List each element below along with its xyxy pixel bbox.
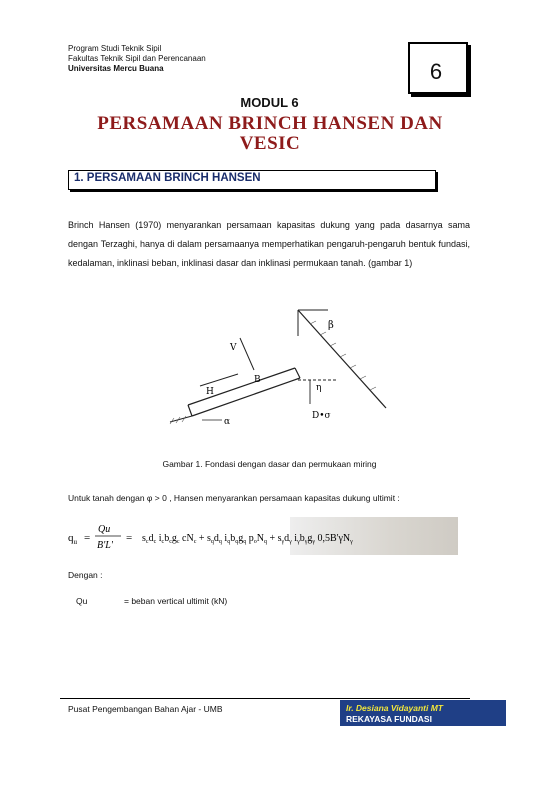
section-heading: 1. PERSAMAAN BRINCH HANSEN [74,172,261,184]
inclined-foundation-figure [160,300,400,450]
foundation-block [188,368,300,416]
footer-author: Ir. Desiana Vidayanti MT [346,703,443,713]
horizontal-load-arrow [200,374,238,386]
footer-divider [60,698,470,699]
page-title [80,114,460,154]
top-reference [298,310,328,336]
formula-denominator: B'L' [97,540,113,551]
body-paragraph: Brinch Hansen (1970) menyarankan persamaan kapasitas dukung yang pada dasarnya sama dengan Terzaghi, hanya di dalam persamaanya memperhatikan pengaruh-pengaruh bentuk fundasi, kedalaman, inklinasi beban, inklinasi dasar dan inklinasi permukaan tanah. (gambar 1) [68,220,470,268]
svg-text:=: = [84,532,91,544]
svg-text:=: = [126,532,133,544]
h-label: H [206,387,214,397]
d-label: D•σ [312,411,331,421]
svg-text:qu: $q_u$ [68,532,77,546]
base-hatch [170,416,186,424]
formula-numerator: Qu [98,524,111,535]
vertical-load-arrow [240,338,254,370]
footer-publisher: Pusat Pengembangan Bahan Ajar - UMB [68,704,223,714]
module-label: MODUL 6 [240,95,299,110]
title-line-2: VESIC [239,133,301,154]
alpha-label: α [224,417,231,427]
eta-label: η [316,383,322,393]
faculty-name: Fakultas Teknik Sipil dan Perencanaan [68,54,206,63]
v-label: V [230,343,237,353]
svg-text:scdc icbcgc cNc + sqdq iqbqgq: $s_cd_c$ $i_cb_cg_c$ $cN_c + s_qd_q$ $i_qb_qg_q$ $p_oN_q + s_\gamma d_\gamma$ $i_\gamma b_\gamma g_\gamma$ $0,5B'\gamma N_\gamma$ [142,533,353,545]
university-name: Universitas Mercu Buana [68,64,164,73]
definition-symbol: Qu [76,596,88,606]
bearing-capacity-formula [68,517,458,557]
slope-surface [298,310,386,408]
footer-course: REKAYASA FUNDASI [346,714,432,724]
definitions-label: Dengan : [68,570,103,580]
beta-label: β [328,320,334,331]
definition-description: = beban vertical ultimit (kN) [124,596,228,606]
b-label: B [254,375,261,385]
title-line-1: PERSAMAAN BRINCH HANSEN DAN [97,113,443,134]
program-name: Program Studi Teknik Sipil [68,44,162,53]
module-number: 6 [429,59,443,84]
formula-intro: Untuk tanah dengan φ > 0 , Hansen menyarankan persamaan kapasitas dukung ultimit : [68,493,400,503]
figure-caption: Gambar 1. Fondasi dengan dasar dan permukaan miring [162,459,377,469]
